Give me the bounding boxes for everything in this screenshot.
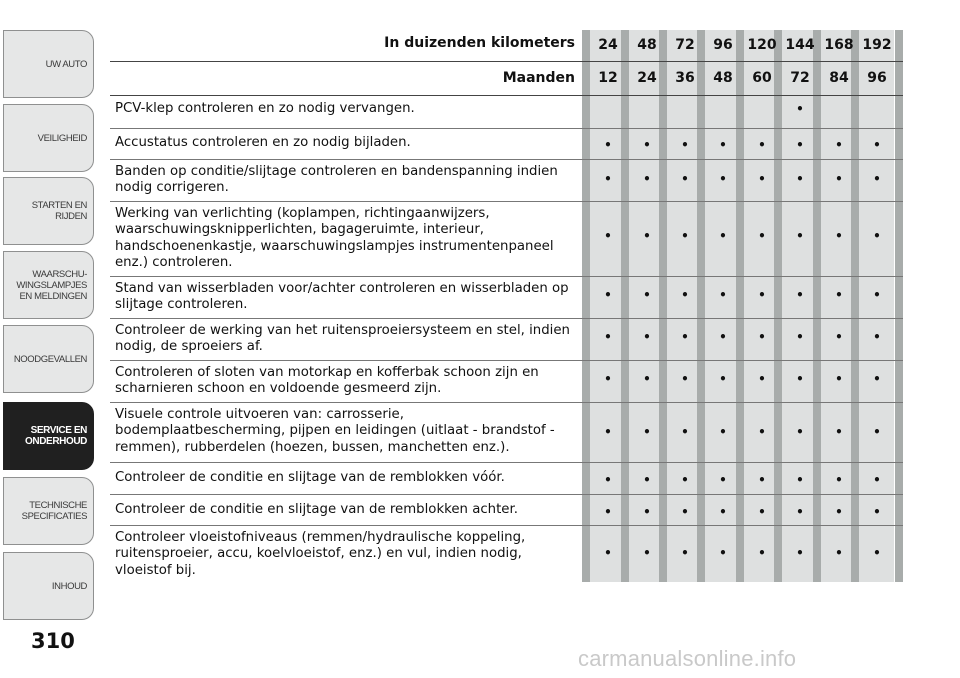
sidebar-tab-5[interactable] bbox=[3, 325, 94, 393]
service-mark: • bbox=[796, 330, 804, 344]
service-mark: • bbox=[643, 229, 651, 243]
service-mark: • bbox=[719, 138, 727, 152]
header-divider bbox=[110, 61, 903, 62]
service-mark: • bbox=[719, 505, 727, 519]
service-mark: • bbox=[796, 229, 804, 243]
service-mark: • bbox=[835, 372, 843, 386]
service-mark: • bbox=[835, 229, 843, 243]
month-interval: 36 bbox=[675, 70, 695, 86]
task-description: Controleer vloeistofniveaus (remmen/hydraulische koppeling, ruitensproeier, accu, koelvloeistof, enz.) en vul, indien nodig, vloeistof bij. bbox=[115, 530, 526, 578]
sidebar-tab-label: VEILIGHEID bbox=[37, 132, 87, 144]
header-divider bbox=[110, 95, 903, 96]
column-separator bbox=[774, 30, 782, 582]
service-mark: • bbox=[796, 138, 804, 152]
service-mark: • bbox=[681, 425, 689, 439]
service-mark: • bbox=[719, 546, 727, 560]
task-description: Controleren of sloten van motorkap en kofferbak schoon zijn en scharnieren schoon en voldoende gesmeerd zijn. bbox=[115, 365, 539, 397]
service-mark: • bbox=[873, 172, 881, 186]
interval-column-1 bbox=[590, 30, 625, 582]
service-mark: • bbox=[681, 546, 689, 560]
service-mark: • bbox=[873, 330, 881, 344]
sidebar-tab-label: SERVICE EN ONDERHOUD bbox=[25, 425, 87, 447]
service-mark: • bbox=[719, 473, 727, 487]
task-description: Controleer de conditie en slijtage van de remblokken achter. bbox=[115, 502, 518, 517]
service-mark: • bbox=[643, 546, 651, 560]
interval-column-8 bbox=[859, 30, 894, 582]
service-mark: • bbox=[835, 172, 843, 186]
month-interval: 96 bbox=[867, 70, 887, 86]
service-mark: • bbox=[681, 229, 689, 243]
service-mark: • bbox=[604, 425, 612, 439]
service-mark: • bbox=[873, 138, 881, 152]
row-divider bbox=[110, 276, 903, 277]
service-mark: • bbox=[758, 473, 766, 487]
header-months-label: Maanden bbox=[502, 70, 575, 86]
service-mark: • bbox=[758, 505, 766, 519]
service-mark: • bbox=[873, 288, 881, 302]
service-mark: • bbox=[758, 372, 766, 386]
service-mark: • bbox=[873, 546, 881, 560]
column-separator bbox=[621, 30, 629, 582]
service-mark: • bbox=[873, 505, 881, 519]
task-description: Controleer de werking van het ruitensproeiersysteem en stel, indien nodig, de sproeiers af. bbox=[115, 323, 570, 355]
column-separator bbox=[582, 30, 590, 582]
service-mark: • bbox=[643, 505, 651, 519]
month-interval: 12 bbox=[598, 70, 618, 86]
sidebar-tab-label: STARTEN EN RIJDEN bbox=[31, 200, 87, 222]
service-mark: • bbox=[719, 288, 727, 302]
sidebar-tab-7[interactable] bbox=[3, 477, 94, 545]
sidebar-tab-label: NOODGEVALLEN bbox=[13, 353, 87, 365]
sidebar-tab-2[interactable] bbox=[3, 104, 94, 172]
sidebar-tab-label: WAARSCHU- WINGSLAMPJES EN MELDINGEN bbox=[16, 268, 87, 302]
month-interval: 48 bbox=[713, 70, 733, 86]
sidebar-tab-4[interactable] bbox=[3, 251, 94, 319]
service-mark: • bbox=[758, 425, 766, 439]
row-divider bbox=[110, 360, 903, 361]
service-mark: • bbox=[758, 330, 766, 344]
service-mark: • bbox=[681, 473, 689, 487]
service-mark: • bbox=[719, 330, 727, 344]
sidebar-tab-1[interactable] bbox=[3, 30, 94, 98]
km-interval: 24 bbox=[598, 37, 618, 53]
service-mark: • bbox=[604, 288, 612, 302]
interval-column-4 bbox=[705, 30, 740, 582]
sidebar-tab-3[interactable] bbox=[3, 177, 94, 245]
task-description: Stand van wisserbladen voor/achter controleren en wisserbladen op slijtage controleren. bbox=[115, 281, 569, 313]
sidebar-tab-label: INHOUD bbox=[51, 580, 87, 592]
service-mark: • bbox=[758, 288, 766, 302]
service-mark: • bbox=[643, 288, 651, 302]
service-mark: • bbox=[719, 229, 727, 243]
km-interval: 72 bbox=[675, 37, 695, 53]
row-divider bbox=[110, 128, 903, 129]
service-mark: • bbox=[796, 473, 804, 487]
task-description: Controleer de conditie en slijtage van de remblokken vóór. bbox=[115, 470, 505, 485]
service-mark: • bbox=[835, 425, 843, 439]
service-mark: • bbox=[681, 172, 689, 186]
task-description: Visuele controle uitvoeren van: carrosserie, bodemplaatbescherming, pijpen en leidingen (uitlaat - brandstof - remmen), rubberdelen (hoezen, bussen, manchetten enz.). bbox=[115, 407, 555, 455]
header-km-label: In duizenden kilometers bbox=[384, 35, 575, 51]
service-mark: • bbox=[604, 229, 612, 243]
service-mark: • bbox=[796, 546, 804, 560]
service-mark: • bbox=[604, 505, 612, 519]
page-number: 310 bbox=[31, 629, 75, 653]
service-mark: • bbox=[835, 138, 843, 152]
service-mark: • bbox=[835, 330, 843, 344]
month-interval: 60 bbox=[752, 70, 772, 86]
month-interval: 72 bbox=[790, 70, 810, 86]
month-interval: 84 bbox=[829, 70, 849, 86]
row-divider bbox=[110, 525, 903, 526]
service-mark: • bbox=[796, 288, 804, 302]
service-mark: • bbox=[604, 330, 612, 344]
service-mark: • bbox=[604, 372, 612, 386]
column-separator bbox=[659, 30, 667, 582]
sidebar-tab-8[interactable] bbox=[3, 552, 94, 620]
task-description: Banden op conditie/slijtage controleren en bandenspanning indien nodig corrigeren. bbox=[115, 164, 558, 196]
service-mark: • bbox=[643, 372, 651, 386]
service-mark: • bbox=[681, 138, 689, 152]
service-mark: • bbox=[873, 425, 881, 439]
service-mark: • bbox=[873, 372, 881, 386]
service-mark: • bbox=[796, 172, 804, 186]
service-mark: • bbox=[719, 425, 727, 439]
service-mark: • bbox=[835, 546, 843, 560]
row-divider bbox=[110, 462, 903, 463]
task-description: PCV-klep controleren en zo nodig vervangen. bbox=[115, 101, 415, 116]
row-divider bbox=[110, 159, 903, 160]
km-interval: 192 bbox=[862, 37, 892, 53]
service-mark: • bbox=[643, 172, 651, 186]
task-description: Werking van verlichting (koplampen, richtingaanwijzers, waarschuwingsknipperlichten, bagageruimte, interieur, handschoenenkastje, waarschuwingslampjes instrumentenpaneel enz.) controleren. bbox=[115, 206, 554, 271]
service-mark: • bbox=[719, 172, 727, 186]
column-separator bbox=[895, 30, 903, 582]
km-interval: 144 bbox=[785, 37, 815, 53]
service-mark: • bbox=[796, 372, 804, 386]
column-separator bbox=[697, 30, 705, 582]
service-mark: • bbox=[796, 505, 804, 519]
service-mark: • bbox=[758, 546, 766, 560]
service-mark: • bbox=[835, 505, 843, 519]
service-mark: • bbox=[681, 288, 689, 302]
service-mark: • bbox=[719, 372, 727, 386]
service-mark: • bbox=[681, 372, 689, 386]
service-mark: • bbox=[643, 425, 651, 439]
km-interval: 96 bbox=[713, 37, 733, 53]
service-mark: • bbox=[643, 138, 651, 152]
service-mark: • bbox=[796, 102, 804, 116]
service-mark: • bbox=[643, 330, 651, 344]
row-divider bbox=[110, 494, 903, 495]
service-mark: • bbox=[604, 546, 612, 560]
column-separator bbox=[736, 30, 744, 582]
km-interval: 168 bbox=[824, 37, 854, 53]
service-mark: • bbox=[604, 138, 612, 152]
service-mark: • bbox=[604, 172, 612, 186]
month-interval: 24 bbox=[637, 70, 657, 86]
km-interval: 120 bbox=[747, 37, 777, 53]
watermark: carmanualsonline.info bbox=[578, 646, 797, 671]
task-description: Accustatus controleren en zo nodig bijladen. bbox=[115, 135, 411, 150]
column-separator bbox=[851, 30, 859, 582]
row-divider bbox=[110, 402, 903, 403]
service-mark: • bbox=[835, 473, 843, 487]
service-mark: • bbox=[758, 229, 766, 243]
service-mark: • bbox=[681, 505, 689, 519]
km-interval: 48 bbox=[637, 37, 657, 53]
service-mark: • bbox=[873, 473, 881, 487]
service-mark: • bbox=[604, 473, 612, 487]
row-divider bbox=[110, 318, 903, 319]
service-mark: • bbox=[873, 229, 881, 243]
sidebar-tab-label: UW AUTO bbox=[45, 58, 87, 70]
service-mark: • bbox=[681, 330, 689, 344]
service-mark: • bbox=[796, 425, 804, 439]
service-mark: • bbox=[758, 138, 766, 152]
service-mark: • bbox=[835, 288, 843, 302]
sidebar-tab-label: TECHNISCHE SPECIFICATIES bbox=[21, 500, 87, 522]
service-mark: • bbox=[643, 473, 651, 487]
row-divider bbox=[110, 201, 903, 202]
sidebar-tab-6[interactable] bbox=[3, 402, 94, 470]
service-mark: • bbox=[758, 172, 766, 186]
